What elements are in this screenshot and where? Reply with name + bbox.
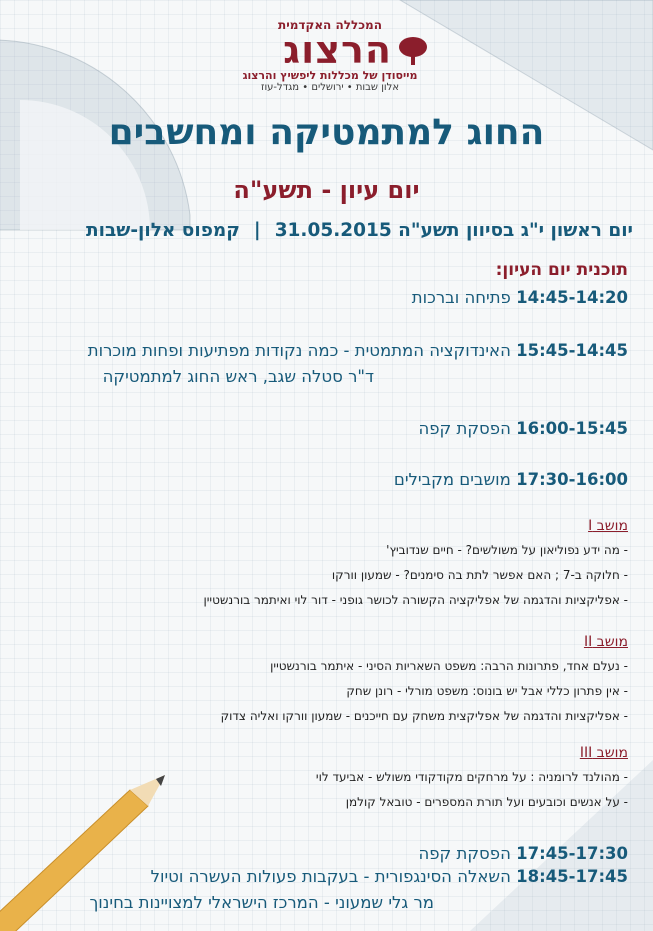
schedule-text: הפסקת קפה bbox=[418, 419, 511, 438]
schedule-item bbox=[14, 288, 628, 307]
event-date: יום ראשון י"ג בסיוון תשע"ה 31.05.2015 bbox=[274, 220, 633, 241]
logo-top-line: המכללה האקדמית bbox=[278, 18, 382, 32]
schedule-text: השאלה הסינגפורית - בעקבות פעולות העשרה וטיול bbox=[150, 867, 511, 886]
session-talk: - נעלם אחד, פתרונות הרבה: משפט השאריות הסיני - איתמר בורנשטיין bbox=[270, 659, 628, 673]
event-dateline bbox=[20, 220, 633, 241]
schedule-item bbox=[14, 419, 628, 438]
schedule-text: האינדוקציה המתמטית - כמה נקודות מפתיעות ופחות מוכרות bbox=[87, 341, 511, 360]
schedule-time: 15:45-14:45 bbox=[516, 341, 628, 360]
page-title: החוג למתמטיקה ומחשבים bbox=[108, 112, 545, 153]
schedule-text: הפסקת קפה bbox=[418, 844, 511, 863]
schedule-time: 18:45-17:45 bbox=[516, 867, 628, 886]
schedule-time: 16:00-15:45 bbox=[516, 419, 628, 438]
logo-campuses: אלון שבות • ירושלים • מגדל-עוז bbox=[260, 82, 400, 93]
schedule-item bbox=[14, 341, 628, 360]
dateline-separator: | bbox=[253, 220, 261, 241]
session-talk: - אין פתרון כללי אבל יש בונוס: משפט מורלי - רונן שחק bbox=[346, 684, 628, 698]
tree-icon bbox=[398, 36, 428, 66]
schedule-text: מושבים מקבילים bbox=[393, 470, 511, 489]
schedule-time: 14:45-14:20 bbox=[516, 288, 628, 307]
session-title: מושב III bbox=[579, 745, 628, 761]
logo-subline: מייסודן של מכללות ליפשיץ והרצוג bbox=[242, 69, 418, 82]
schedule-item bbox=[14, 844, 628, 863]
page-subtitle: יום עיון - תשע"ה bbox=[233, 176, 420, 204]
schedule-time: 17:30-16:00 bbox=[516, 470, 628, 489]
program-heading: תוכנית יום העיון: bbox=[495, 260, 628, 280]
session-talk: - על אנשים וכובעים ועל תורת המספרים - טובאל קולמן bbox=[345, 795, 628, 809]
schedule-speaker: ד"ר סטלה שגב, ראש החוג למתמטיקה bbox=[102, 367, 374, 386]
schedule-text: פתיחה וברכות bbox=[411, 288, 511, 307]
logo-name: הרצוג bbox=[283, 28, 392, 72]
schedule-time: 17:45-17:30 bbox=[516, 844, 628, 863]
college-logo bbox=[232, 18, 428, 94]
schedule-item bbox=[14, 867, 628, 886]
session-talk: - חלוקה ב-7 ; האם אפשר לתת בה סימנים? - שמעון וורקו bbox=[331, 568, 628, 582]
schedule-item bbox=[14, 470, 628, 489]
session-talk: - מה ידע נפוליאון על משולשים? - חיים שנדוביץ' bbox=[386, 543, 628, 557]
session-title: מושב II bbox=[583, 634, 628, 650]
session-talk: - אפליקציות והדגמה של אפליקציה הקשורה לכושר גופני - דור לוי ואיתמר בורנשטיין bbox=[203, 593, 628, 607]
event-campus: קמפוס אלון-שבות bbox=[86, 220, 240, 241]
session-talk: - מהולנד לרומניה : על מרחקים מקודקודי משולש - אביעד לוי bbox=[315, 770, 628, 784]
schedule-speaker: מר גלי שמעוני - המרכז הישראלי למצויינות בחינוך bbox=[89, 893, 434, 912]
session-talk: - אפליקציות והדגמה של אפליקצית משחק עם חייכנים - שמעון וורקו ואליה צדוק bbox=[220, 709, 628, 723]
session-title: מושב I bbox=[588, 518, 628, 534]
